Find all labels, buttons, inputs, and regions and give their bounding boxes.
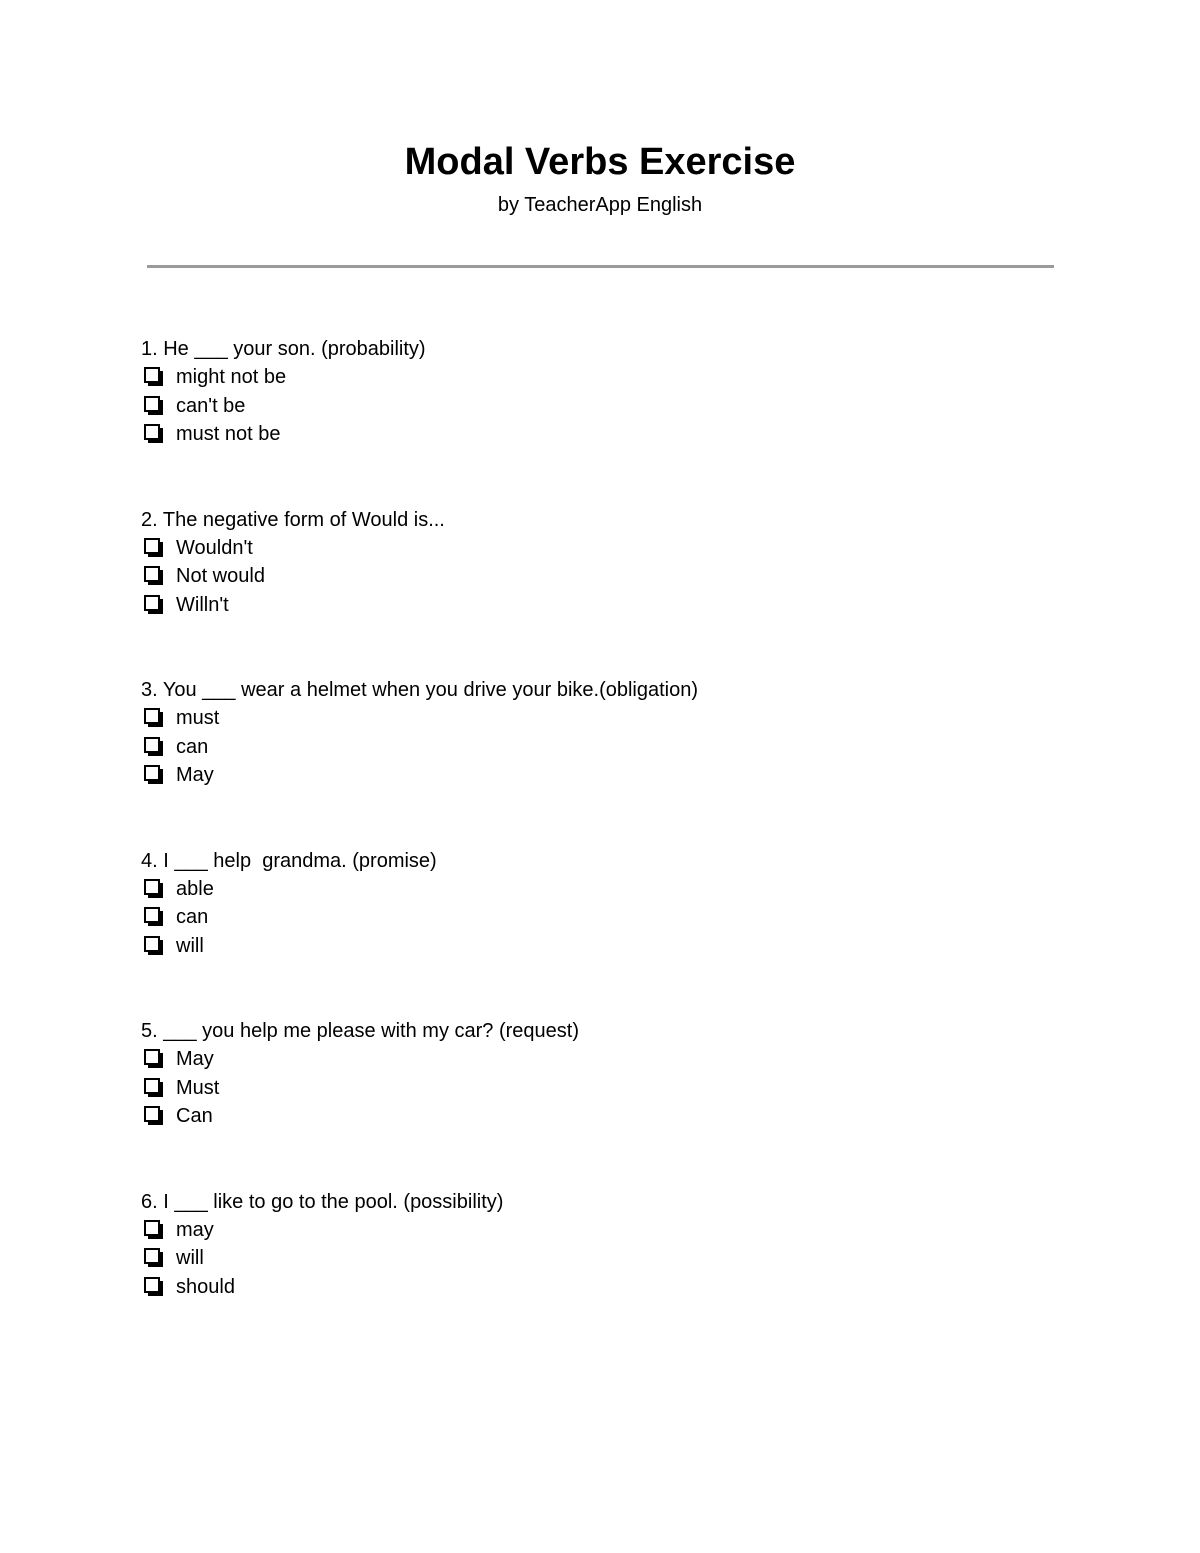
option-label: May (176, 764, 214, 787)
checkbox-icon[interactable] (143, 395, 165, 417)
question-list (141, 335, 1061, 1301)
answer-option[interactable] (141, 733, 1061, 762)
answer-option[interactable] (141, 591, 1061, 620)
option-label: Not would (176, 565, 265, 588)
checkbox-icon[interactable] (143, 1048, 165, 1070)
question-prompt: 4. I ___ help grandma. (promise) (141, 849, 437, 872)
question-prompt: 2. The negative form of Would is... (141, 508, 445, 531)
question-block (141, 1017, 1061, 1131)
question-block (141, 335, 1061, 449)
answer-option[interactable] (141, 1273, 1061, 1302)
question-block (141, 1188, 1061, 1302)
answer-option[interactable] (141, 1244, 1061, 1273)
answer-option[interactable] (141, 1045, 1061, 1074)
checkbox-icon[interactable] (143, 1077, 165, 1099)
option-label: Willn't (176, 593, 229, 616)
checkbox-icon[interactable] (143, 878, 165, 900)
option-label: will (176, 1247, 204, 1270)
option-label: might not be (176, 366, 287, 389)
checkbox-icon[interactable] (143, 935, 165, 957)
checkbox-icon[interactable] (143, 1219, 165, 1241)
option-label: can (176, 735, 209, 758)
checkbox-icon[interactable] (143, 423, 165, 445)
answer-option[interactable] (141, 761, 1061, 790)
option-label: can't be (176, 394, 246, 417)
answer-option[interactable] (141, 875, 1061, 904)
answer-option[interactable] (141, 392, 1061, 421)
option-label: Wouldn't (176, 536, 253, 559)
answer-option[interactable] (141, 1216, 1061, 1245)
option-label: can (176, 906, 209, 929)
header-divider (147, 265, 1054, 268)
option-label: Can (176, 1105, 213, 1128)
answer-option[interactable] (141, 534, 1061, 563)
checkbox-icon[interactable] (143, 537, 165, 559)
option-label: may (176, 1218, 214, 1241)
checkbox-icon[interactable] (143, 565, 165, 587)
question-prompt: 6. I ___ like to go to the pool. (possibility) (141, 1190, 504, 1213)
option-label: must (176, 707, 220, 730)
answer-option[interactable] (141, 1102, 1061, 1131)
checkbox-icon[interactable] (143, 594, 165, 616)
checkbox-icon[interactable] (143, 906, 165, 928)
answer-option[interactable] (141, 363, 1061, 392)
checkbox-icon[interactable] (143, 707, 165, 729)
worksheet-header (0, 138, 1200, 218)
answer-option[interactable] (141, 1074, 1061, 1103)
checkbox-icon[interactable] (143, 1276, 165, 1298)
worksheet-title: Modal Verbs Exercise (404, 141, 796, 183)
checkbox-icon[interactable] (143, 1247, 165, 1269)
question-block (141, 847, 1061, 961)
answer-option[interactable] (141, 704, 1061, 733)
answer-option[interactable] (141, 903, 1061, 932)
option-label: will (176, 934, 204, 957)
checkbox-icon[interactable] (143, 736, 165, 758)
option-label: Must (176, 1076, 220, 1099)
checkbox-icon[interactable] (143, 1105, 165, 1127)
option-label: May (176, 1048, 214, 1071)
question-prompt: 3. You ___ wear a helmet when you drive your bike.(obligation) (141, 679, 699, 701)
answer-option[interactable] (141, 932, 1061, 961)
question-prompt: 1. He ___ your son. (probability) (141, 338, 426, 360)
answer-option[interactable] (141, 562, 1061, 591)
answer-option[interactable] (141, 420, 1061, 449)
checkbox-icon[interactable] (143, 764, 165, 786)
option-label: must not be (176, 423, 281, 446)
question-block (141, 506, 1061, 620)
option-label: should (176, 1275, 235, 1298)
checkbox-icon[interactable] (143, 366, 165, 388)
option-label: able (176, 877, 214, 900)
question-prompt: 5. ___ you help me please with my car? (request) (141, 1020, 579, 1042)
question-block (141, 676, 1061, 790)
worksheet-subtitle: by TeacherApp English (497, 194, 703, 216)
